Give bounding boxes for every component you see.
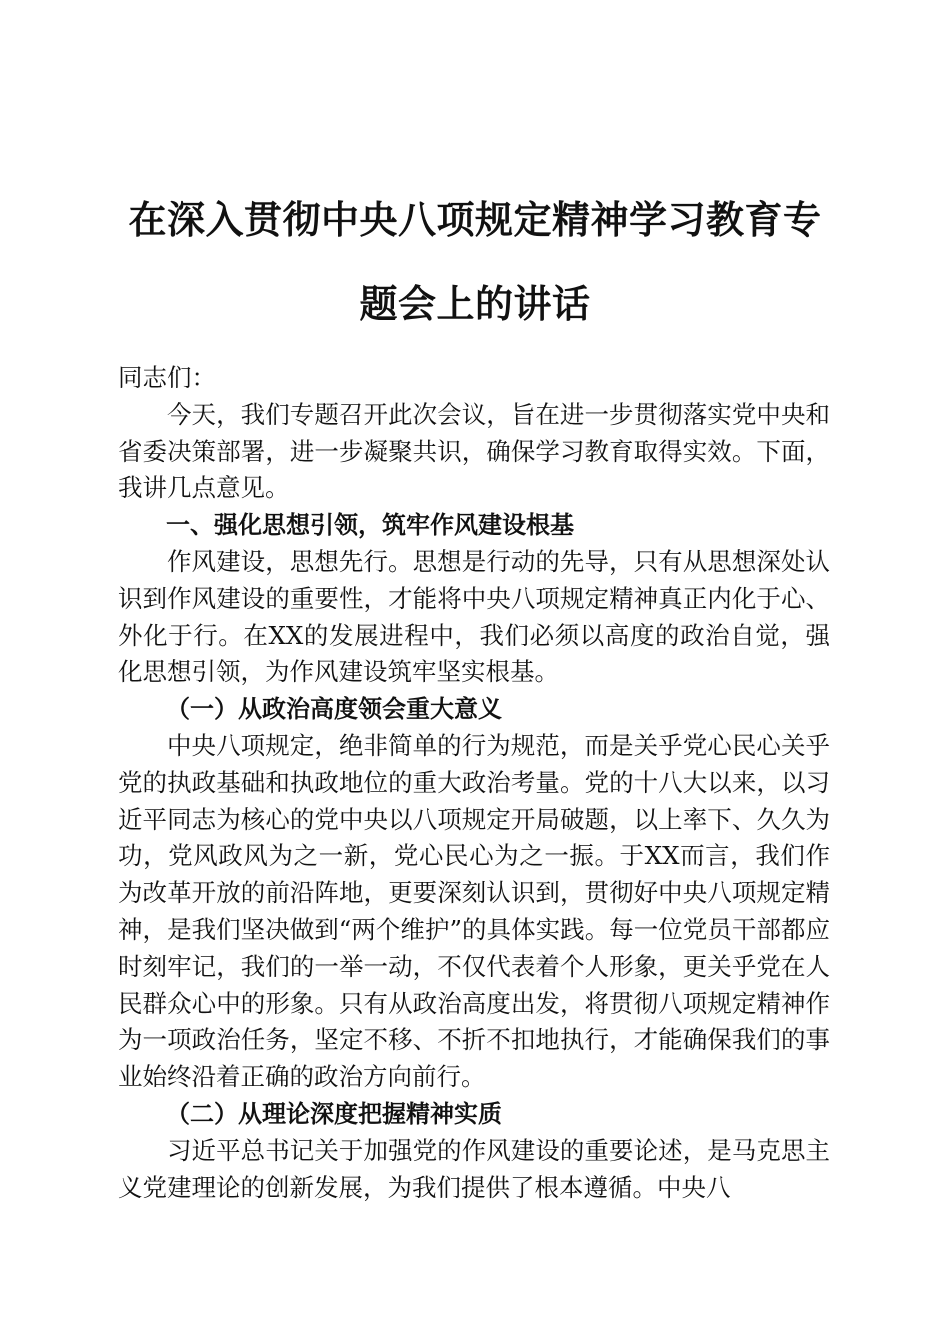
subsection-1-paragraph: 中央八项规定，绝非简单的行为规范，而是关乎党心民心关乎党的执政基础和执政地位的重大政治考量。党的十八大以来，以习近平同志为核心的党中央以八项规定开局破题，以上率下、久久为功，党风政风为之一新，党心民心为之一振。于XX而言，我们作为改革开放的前沿阵地，更要深刻认识到，贯彻好中央八项规定精神，是我们坚决做到“两个维护”的具体实践。每一位党员干部都应时刻牢记，我们的一举一动，不仅代表着个人形象，更关乎党在人民群众心中的形象。只有从政治高度出发，将贯彻八项规定精神作为一项政治任务，坚定不移、不折不扣地执行，才能确保我们的事业始终沿着正确的政治方向前行。 [118,730,830,1092]
intro-paragraph: 今天，我们专题召开此次会议，旨在进一步贯彻落实党中央和省委决策部署，进一步凝聚共识，确保学习教育取得实效。下面，我讲几点意见。 [118,399,830,503]
section-1-paragraph: 作风建设，思想先行。思想是行动的先导，只有从思想深处认识到作风建设的重要性，才能将中央八项规定精神真正内化于心、外化于行。在XX的发展进程中，我们必须以高度的政治自觉，强化思想引领，为作风建设筑牢坚实根基。 [118,546,830,687]
greeting: 同志们： [118,363,216,392]
subsection-2-paragraph: 习近平总书记关于加强党的作风建设的重要论述，是马克思主义党建理论的创新发展，为我们提供了根本遵循。中央八 [118,1135,830,1202]
subsection-2-heading: （二）从理论深度把握精神实质 [166,1098,502,1128]
document-title: 在深入贯彻中央八项规定精神学习教育专题会上的讲话 [128,198,822,326]
section-1-heading: 一、强化思想引领，筑牢作风建设根基 [166,511,574,540]
document-body [118,360,830,1206]
subsection-1-heading: （一）从政治高度领会重大意义 [166,694,502,724]
